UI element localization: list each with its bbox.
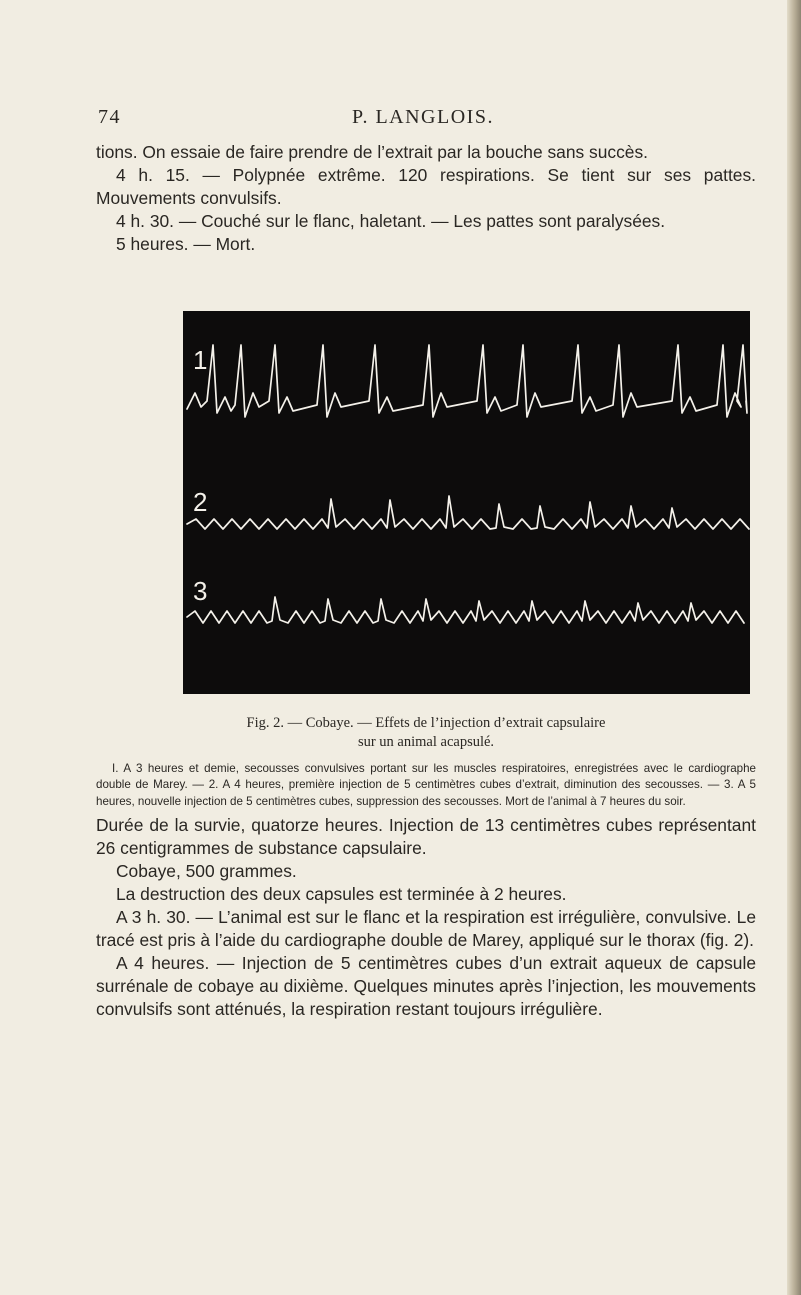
tracing-svg [183,311,750,694]
paragraph: 4 h. 30. — Couché sur le flanc, haletant. — Les pattes sont paralysées. [116,211,666,231]
trace-line-3 [187,597,744,623]
paragraph: tions. On essaie de faire prendre de l’extrait par la bouche sans succès. [96,142,648,162]
paragraph: 5 heures. — Mort. [116,234,256,254]
paragraph: La destruction des deux capsules est terminée à 2 heures. [116,884,567,904]
paragraph: 4 h. 15. — Polypnée extrême. 120 respirations. Se tient sur ses pattes. Mouvements convulsifs. [96,165,756,208]
trace-line-2 [187,496,749,529]
page-number: 74 [98,106,121,128]
figure-tracing [183,311,750,694]
figure-legend: I. A 3 heures et demie, secousses convulsives portant sur les muscles respiratoires, enregistrées avec le cardiographe double de Marey. — 2. A 4 heures, première injection de 5 centimètres cubes d’extrait, diminution des secousses. — 3. A 5 heures, nouvelle injection de 5 centimètres cubes, suppression des secousses. Mort de l’animal à 7 heures du soir. [96,762,756,808]
caption-line: sur un animal acapsulé. [357,734,495,750]
body-text [96,814,756,1021]
paragraph: A 4 heures. — Injection de 5 centimètres cubes d’un extrait aqueux de capsule surrénale de cobaye au dixième. Quelques minutes après l’injection, les mouvements convulsifs sont atténués, la respiration restant toujours irrégulière. [96,953,756,1019]
trace-label-1: 1 [193,345,208,375]
paragraph: Cobaye, 500 grammes. [116,861,297,881]
running-header [98,106,748,136]
caption-line: Fig. 2. — Cobaye. — Effets de l’injection d’extrait capsulaire [246,715,606,731]
paragraph: Durée de la survie, quatorze heures. Injection de 13 centimètres cubes représentant 26 centigrammes de substance capsulaire. [96,815,756,858]
running-author: P. LANGLOIS. [352,106,494,128]
paragraph: A 3 h. 30. — L’animal est sur le flanc et la respiration est irrégulière, convulsive. Le tracé est pris à l’aide du cardiographe double de Marey, appliqué sur le thorax (fig. 2). [96,907,756,950]
page-edge-shadow [787,0,801,1295]
trace-label-3: 3 [193,576,208,606]
trace-label-2: 2 [193,487,208,517]
figure-caption [96,714,756,752]
intro-text [96,141,756,256]
trace-line-1 [187,345,747,417]
